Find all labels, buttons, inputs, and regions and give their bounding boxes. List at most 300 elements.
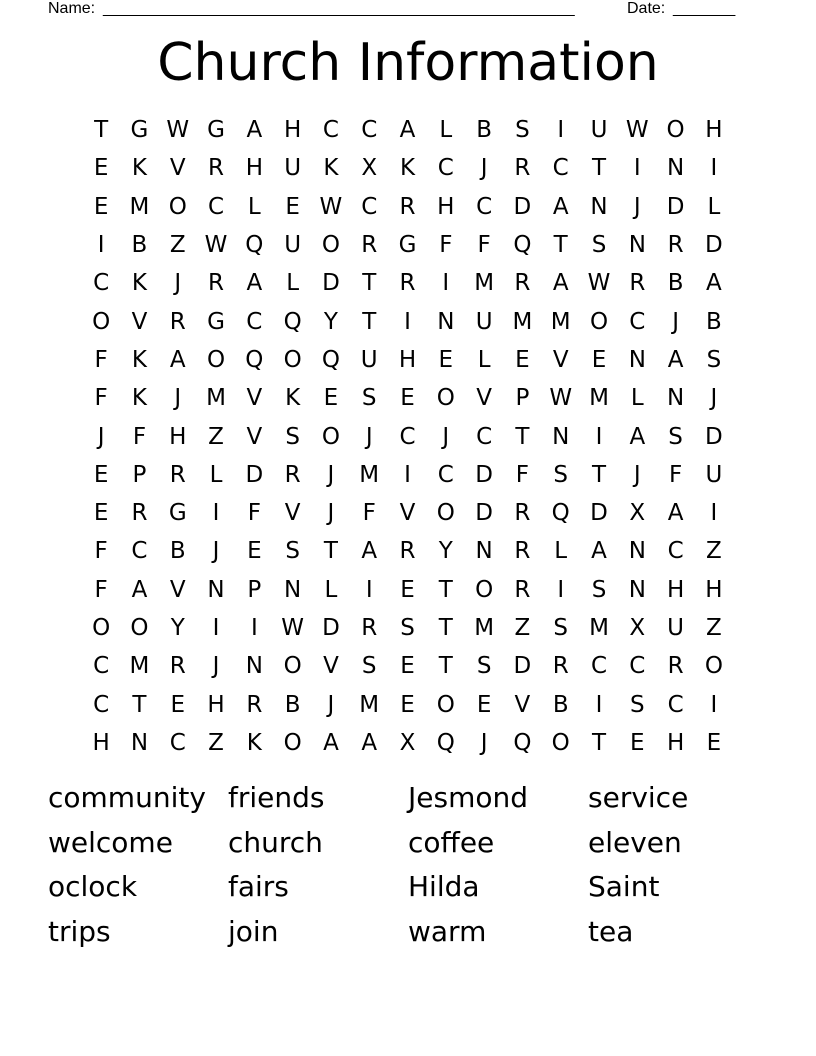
grid-letter: M — [359, 691, 380, 718]
grid-letter: O — [436, 691, 455, 718]
grid-letter: G — [207, 117, 225, 144]
grid-letter: V — [169, 155, 186, 182]
grid-letter: F — [94, 538, 108, 565]
grid-letter: N — [628, 576, 646, 603]
grid-letter: T — [515, 423, 530, 450]
grid-letter: H — [705, 576, 723, 603]
grid-letter: N — [207, 576, 225, 603]
grid-letter: D — [705, 232, 723, 259]
grid-letter: T — [591, 729, 607, 756]
grid-letter: Z — [208, 729, 224, 756]
grid-letter: T — [132, 691, 147, 718]
grid-letter: P — [515, 385, 530, 412]
grid-letter: J — [327, 500, 335, 527]
grid-letter: T — [591, 155, 607, 182]
word-bank-item: trips — [48, 915, 111, 949]
grid-letter: O — [283, 346, 302, 373]
grid-letter: L — [707, 193, 721, 220]
grid-letter: O — [92, 615, 111, 641]
grid-letter: C — [399, 423, 416, 450]
grid-letter: I — [365, 576, 373, 603]
word-bank-item: coffee — [408, 825, 495, 859]
word-bank-item: church — [228, 825, 323, 859]
grid-letter: L — [630, 385, 644, 412]
grid-letter: C — [552, 155, 569, 182]
grid-letter: C — [629, 308, 646, 335]
grid-letter: B — [667, 270, 684, 297]
grid-letter: J — [212, 653, 220, 680]
grid-letter: R — [552, 653, 569, 680]
grid-letter: E — [706, 729, 722, 756]
grid-letter: I — [710, 155, 718, 182]
grid-letter: O — [206, 346, 226, 373]
grid-letter: S — [553, 461, 569, 488]
grid-letter: Z — [706, 615, 722, 641]
word-bank-item: tea — [588, 915, 634, 949]
grid-letter: C — [437, 461, 454, 488]
grid-letter: S — [361, 385, 377, 412]
grid-letter: F — [132, 423, 147, 450]
grid-letter: K — [131, 346, 147, 373]
grid-letter: D — [475, 461, 493, 488]
grid-letter: K — [131, 270, 147, 297]
grid-letter: R — [514, 270, 531, 297]
grid-letter: X — [399, 729, 416, 756]
grid-letter: D — [705, 423, 723, 450]
grid-letter: J — [633, 193, 641, 220]
grid-letter: C — [93, 653, 110, 680]
grid-letter: N — [130, 729, 149, 756]
grid-letter: C — [361, 117, 378, 144]
grid-letter: I — [595, 423, 603, 450]
grid-letter: W — [204, 232, 228, 259]
grid-letter: S — [400, 615, 415, 641]
grid-letter: P — [132, 461, 147, 488]
grid-letter: O — [130, 615, 149, 641]
grid-letter: M — [512, 308, 533, 335]
grid-letter: E — [93, 155, 109, 182]
word-bank-item: Saint — [588, 870, 660, 904]
grid-letter: E — [93, 500, 109, 527]
grid-letter: O — [283, 653, 302, 680]
grid-letter: Q — [245, 346, 264, 373]
grid-letter: U — [705, 461, 723, 488]
grid-letter: N — [552, 423, 570, 450]
grid-letter: A — [131, 576, 148, 603]
grid-letter: H — [437, 193, 455, 220]
grid-letter: F — [668, 461, 683, 488]
grid-letter: C — [629, 653, 646, 680]
grid-letter: R — [514, 538, 531, 565]
grid-letter: E — [93, 193, 109, 220]
grid-letter: E — [247, 538, 262, 565]
grid-letter: W — [319, 193, 343, 220]
grid-letter: Y — [170, 615, 185, 641]
grid-letter: L — [439, 117, 453, 144]
word-bank-item: service — [588, 781, 689, 814]
word-bank-item: Hilda — [408, 870, 480, 904]
grid-letter: I — [710, 500, 718, 527]
grid-letter: N — [245, 653, 263, 680]
grid-letter: I — [710, 691, 718, 718]
grid-letter: A — [629, 423, 646, 450]
word-bank-item: join — [228, 915, 279, 949]
grid-letter: U — [284, 232, 302, 259]
grid-letter: O — [666, 117, 685, 144]
grid-letter: O — [168, 193, 187, 220]
grid-letter: O — [92, 308, 111, 335]
grid-letter: E — [591, 346, 607, 373]
grid-letter: R — [399, 538, 416, 565]
grid-letter: C — [93, 691, 110, 718]
name-label: Name: — [48, 0, 96, 17]
grid-letter: R — [208, 155, 225, 182]
grid-letter: S — [630, 691, 645, 718]
grid-letter: L — [247, 193, 261, 220]
grid-letter: E — [285, 193, 300, 220]
date-label: Date: — [627, 0, 666, 17]
grid-letter: B — [131, 232, 148, 259]
grid-letter: A — [169, 346, 186, 373]
grid-letter: B — [706, 308, 722, 335]
grid-letter: V — [399, 500, 416, 527]
grid-letter: R — [361, 615, 378, 641]
grid-letter: B — [476, 117, 492, 144]
grid-letter: Y — [438, 538, 453, 565]
grid-letter: S — [361, 653, 377, 680]
grid-letter: V — [169, 576, 186, 603]
grid-letter: J — [212, 538, 220, 565]
grid-letter: V — [246, 423, 263, 450]
grid-letter: M — [589, 385, 609, 412]
grid-letter: O — [551, 729, 570, 756]
header-line — [48, 0, 748, 20]
grid-letter: S — [591, 232, 607, 259]
grid-letter: I — [212, 500, 220, 527]
grid-letter: U — [284, 155, 302, 182]
grid-letter: B — [552, 691, 569, 718]
grid-letter: P — [247, 576, 262, 603]
grid-letter: N — [628, 538, 646, 565]
grid-letter: R — [169, 653, 186, 680]
grid-letter: E — [400, 576, 415, 603]
grid-letter: U — [475, 308, 493, 335]
grid-letter: I — [557, 576, 565, 603]
grid-letter: B — [284, 691, 301, 718]
grid-letter: O — [436, 385, 455, 412]
grid-letter: W — [549, 385, 573, 412]
grid-letter: G — [130, 117, 149, 144]
grid-letter: Y — [323, 308, 338, 335]
word-bank-item: Jesmond — [408, 781, 528, 814]
grid-letter: H — [705, 117, 723, 144]
grid-letter: J — [365, 423, 373, 450]
word-bank — [48, 776, 768, 955]
grid-letter: H — [283, 117, 302, 144]
word-bank-item: community — [48, 781, 206, 814]
grid-letter: Z — [169, 232, 186, 259]
grid-letter: S — [591, 576, 607, 603]
grid-letter: C — [322, 117, 339, 144]
grid-letter: B — [169, 538, 186, 565]
grid-letter: M — [129, 653, 150, 680]
grid-letter: V — [246, 385, 263, 412]
grid-letter: O — [704, 653, 723, 680]
grid-letter: X — [629, 500, 646, 527]
grid-letter: D — [245, 461, 264, 488]
grid-letter: E — [93, 461, 109, 488]
grid-letter: D — [590, 500, 608, 527]
word-bank-item: welcome — [48, 825, 173, 859]
grid-letter: A — [552, 270, 569, 297]
grid-letter: A — [706, 270, 722, 297]
grid-letter: N — [284, 576, 302, 603]
grid-letter: R — [667, 653, 684, 680]
grid-letter: D — [322, 615, 340, 641]
grid-letter: F — [515, 461, 530, 488]
grid-letter: J — [327, 691, 335, 718]
grid-letter: C — [437, 155, 454, 182]
grid-letter: F — [247, 500, 261, 527]
grid-letter: S — [285, 538, 300, 565]
grid-letter: J — [480, 155, 488, 182]
grid-letter: F — [362, 500, 376, 527]
grid-letter: R — [399, 193, 416, 220]
grid-letter: Z — [706, 538, 722, 565]
grid-letter: V — [514, 691, 531, 718]
grid-letter: D — [513, 193, 532, 220]
grid-letter: M — [474, 270, 495, 297]
grid-letter: A — [361, 538, 378, 565]
word-bank-item: warm — [408, 915, 487, 949]
grid-letter: N — [666, 385, 685, 412]
grid-letter: N — [666, 155, 685, 182]
grid-letter: V — [476, 385, 492, 412]
grid-letter: R — [514, 576, 531, 603]
grid-letter: C — [590, 653, 608, 680]
grid-letter: K — [399, 155, 416, 182]
grid-letter: E — [170, 691, 186, 718]
grid-letter: E — [400, 385, 415, 412]
grid-letter: Q — [245, 232, 264, 259]
grid-letter: U — [590, 117, 608, 144]
grid-letter: R — [169, 461, 186, 488]
grid-letter: T — [362, 270, 377, 297]
grid-letter: A — [667, 346, 684, 373]
grid-letter: I — [212, 615, 220, 641]
grid-letter: G — [168, 500, 187, 527]
grid-letter: T — [553, 232, 568, 259]
grid-letter: S — [553, 615, 569, 641]
letter-grid — [82, 111, 733, 762]
grid-letter: J — [97, 423, 105, 450]
grid-letter: V — [131, 308, 148, 335]
grid-letter: J — [710, 385, 718, 412]
grid-letter: A — [246, 270, 263, 297]
grid-letter: I — [404, 308, 411, 335]
grid-letter: C — [476, 193, 493, 220]
grid-letter: F — [94, 346, 108, 373]
grid-letter: C — [93, 270, 110, 297]
grid-letter: C — [131, 538, 148, 565]
grid-letter: G — [398, 232, 417, 259]
grid-letter: E — [400, 691, 415, 718]
grid-letter: F — [94, 385, 108, 412]
grid-letter: M — [474, 615, 495, 641]
grid-letter: N — [475, 538, 493, 565]
grid-letter: O — [321, 423, 340, 450]
grid-letter: I — [557, 117, 565, 144]
grid-letter: I — [633, 155, 641, 182]
grid-letter: D — [475, 500, 493, 527]
grid-letter: N — [590, 193, 608, 220]
grid-letter: A — [323, 729, 339, 756]
grid-letter: R — [284, 461, 301, 488]
grid-letter: Q — [321, 346, 340, 373]
grid-letter: E — [400, 653, 415, 680]
grid-letter: M — [359, 461, 380, 488]
grid-letter: I — [442, 270, 450, 297]
grid-letter: M — [206, 385, 226, 412]
grid-letter: R — [399, 270, 416, 297]
grid-letter: V — [552, 346, 569, 373]
grid-letter: J — [672, 308, 679, 335]
grid-letter: W — [587, 270, 611, 297]
grid-letter: T — [323, 538, 338, 565]
grid-letter: S — [706, 346, 722, 373]
grid-letter: N — [628, 232, 646, 259]
grid-letter: Q — [513, 729, 532, 756]
grid-letter: H — [92, 729, 110, 756]
grid-letter: E — [438, 346, 454, 373]
grid-letter: L — [477, 346, 491, 373]
grid-letter: N — [437, 308, 455, 335]
grid-letter: L — [554, 538, 568, 565]
grid-letter: X — [361, 155, 378, 182]
grid-letter: A — [361, 729, 378, 756]
grid-letter: E — [515, 346, 530, 373]
grid-letter: W — [166, 117, 190, 144]
grid-letter: K — [323, 155, 339, 182]
grid-letter: O — [283, 729, 302, 756]
grid-letter: D — [322, 270, 340, 297]
grid-letter: D — [666, 193, 685, 220]
grid-letter: M — [589, 615, 609, 641]
grid-letter: Q — [513, 232, 532, 259]
grid-letter: J — [174, 385, 182, 412]
grid-letter: G — [207, 308, 225, 335]
word-bank-item: oclock — [48, 870, 138, 904]
grid-letter: T — [438, 615, 453, 641]
word-bank-item: friends — [228, 781, 325, 814]
grid-letter: F — [94, 576, 108, 603]
grid-letter: C — [169, 729, 186, 756]
grid-letter: Z — [208, 423, 224, 450]
grid-letter: A — [246, 117, 263, 144]
grid-letter: M — [550, 308, 571, 335]
grid-letter: T — [591, 461, 607, 488]
grid-letter: S — [285, 423, 300, 450]
grid-letter: C — [476, 423, 493, 450]
grid-letter: R — [361, 232, 378, 259]
grid-letter: J — [327, 461, 335, 488]
grid-letter: R — [169, 308, 186, 335]
grid-letter: O — [321, 232, 340, 259]
grid-letter: C — [667, 538, 684, 565]
grid-letter: O — [589, 308, 609, 335]
grid-letter: R — [246, 691, 263, 718]
grid-letter: F — [439, 232, 453, 259]
grid-letter: D — [513, 653, 532, 680]
grid-letter: K — [285, 385, 301, 412]
grid-letter: R — [514, 500, 531, 527]
grid-letter: E — [476, 691, 492, 718]
grid-letter: O — [436, 500, 455, 527]
grid-letter: T — [362, 308, 377, 335]
grid-letter: Q — [283, 308, 302, 335]
grid-letter: I — [250, 615, 258, 641]
grid-letter: K — [131, 385, 147, 412]
grid-letter: K — [131, 155, 147, 182]
grid-letter: T — [438, 576, 453, 603]
page-title: Church Information — [157, 33, 659, 93]
grid-letter: T — [438, 653, 453, 680]
grid-letter: H — [666, 729, 685, 756]
grid-letter: J — [480, 729, 488, 756]
grid-letter: U — [667, 615, 685, 641]
grid-letter: O — [475, 576, 494, 603]
grid-letter: C — [246, 308, 263, 335]
grid-letter: Q — [436, 729, 455, 756]
grid-letter: C — [667, 691, 684, 718]
grid-letter: S — [668, 423, 683, 450]
word-bank-item: eleven — [588, 825, 682, 859]
grid-letter: C — [208, 193, 225, 220]
grid-letter: H — [169, 423, 187, 450]
grid-letter: Q — [551, 500, 570, 527]
grid-letter: S — [476, 653, 492, 680]
grid-letter: X — [629, 615, 646, 641]
grid-letter: V — [284, 500, 301, 527]
grid-letter: R — [131, 500, 148, 527]
grid-letter: H — [207, 691, 225, 718]
grid-letter: M — [129, 193, 150, 220]
grid-letter: A — [399, 117, 416, 144]
grid-letter: E — [323, 385, 339, 412]
grid-letter: N — [628, 346, 646, 373]
grid-letter: I — [595, 691, 603, 718]
grid-letter: F — [477, 232, 491, 259]
grid-letter: S — [515, 117, 530, 144]
grid-letter: W — [625, 117, 649, 144]
grid-letter: R — [514, 155, 531, 182]
grid-letter: A — [667, 500, 684, 527]
grid-letter: J — [633, 461, 641, 488]
grid-letter: C — [361, 193, 378, 220]
grid-letter: A — [591, 538, 607, 565]
grid-letter: R — [667, 232, 684, 259]
grid-letter: H — [245, 155, 263, 182]
grid-letter: L — [209, 461, 223, 488]
grid-letter: W — [281, 615, 304, 641]
grid-letter: R — [629, 270, 646, 297]
grid-letter: J — [174, 270, 182, 297]
grid-letter: H — [666, 576, 685, 603]
grid-letter: L — [324, 576, 338, 603]
grid-letter: I — [97, 232, 105, 259]
name-blank-line: _____________________________________________________ — [103, 0, 575, 17]
grid-letter: Z — [514, 615, 531, 641]
